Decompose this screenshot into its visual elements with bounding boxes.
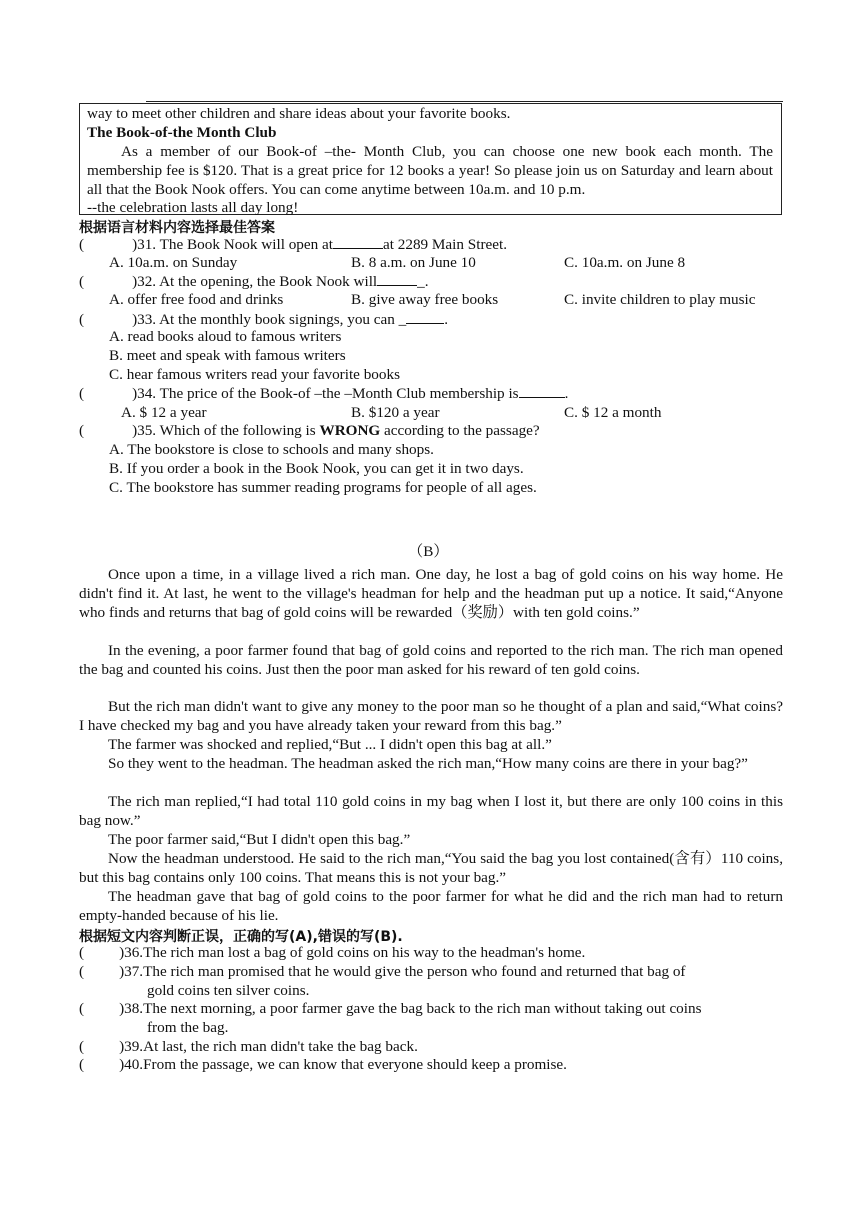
answer-paren: ( — [79, 963, 85, 980]
question-33 — [79, 310, 448, 329]
question-text-end: at 2289 Main Street. — [383, 236, 508, 253]
answer-paren: ( — [79, 385, 85, 402]
story-paragraph-9: The headman gave that bag of gold coins to the poor farmer for what he did and the rich man had to return empty-handed because of his lie. — [79, 888, 783, 924]
section-a-instruction: 根据语言材料内容选择最佳答案 — [79, 220, 275, 236]
question-text: )34. The price of the Book-of –the –Month Club membership is — [132, 385, 519, 402]
story-paragraph-1: Once upon a time, in a village lived a rich man. One day, he lost a bag of gold coins on his way home. He didn't find it. At last, he went to the village's headman for help and the headman put up a notice. It said,“Anyone who finds and returns that bag of gold coins will be rewarded（奖励）with ten gold coins.” — [79, 566, 783, 621]
story-paragraph-7: The poor farmer said,“But I didn't open this bag.” — [108, 831, 411, 848]
club-title: The Book-of-the Month Club — [87, 124, 277, 141]
passage-a-line: way to meet other children and share ideas about your favorite books. — [87, 105, 511, 122]
question-31 — [79, 235, 507, 254]
answer-paren: ( — [79, 1000, 85, 1017]
question-36 — [79, 944, 585, 962]
option-b: B. give away free books — [351, 291, 499, 308]
question-text-end: according to the passage? — [380, 422, 540, 439]
option-c: C. hear famous writers read your favorite books — [109, 366, 401, 383]
story-paragraph-2: In the evening, a poor farmer found that bag of gold coins and reported to the rich man. The rich man opened the bag and counted his coins. Just then the poor man asked for his reward of ten gold coins. — [79, 642, 783, 678]
passage-a-last-line: --the celebration lasts all day long! — [87, 199, 299, 216]
question-37-continuation: gold coins ten silver coins. — [147, 982, 310, 999]
story-paragraph-4: The farmer was shocked and replied,“But ... I didn't open this bag at all.” — [108, 736, 552, 753]
question-38-continuation: from the bag. — [147, 1019, 229, 1036]
question-text: )37.The rich man promised that he would give the person who found and returned that bag of — [119, 963, 686, 980]
top-rule — [146, 101, 783, 102]
question-37 — [79, 963, 686, 981]
question-38 — [79, 1000, 702, 1018]
answer-blank[interactable] — [406, 310, 444, 324]
question-text-end: . — [444, 311, 449, 328]
question-35 — [79, 422, 540, 440]
option-c: C. invite children to play music — [564, 291, 756, 308]
question-34 — [79, 384, 568, 403]
answer-paren: ( — [79, 944, 85, 961]
section-b-heading: （B） — [408, 543, 449, 560]
option-a: A. offer free food and drinks — [109, 291, 284, 308]
question-text-end: . — [564, 385, 569, 402]
question-text: )35. Which of the following is — [132, 422, 320, 439]
option-a: A. The bookstore is close to schools and many shops. — [109, 441, 434, 458]
answer-paren: ( — [79, 236, 85, 253]
question-text: )39.At last, the rich man didn't take the bag back. — [119, 1038, 418, 1055]
question-text: )36.The rich man lost a bag of gold coins on his way to the headman's home. — [119, 944, 586, 961]
option-b: B. meet and speak with famous writers — [109, 347, 346, 364]
question-32 — [79, 272, 429, 291]
answer-paren: ( — [79, 422, 85, 439]
option-b: B. If you order a book in the Book Nook, you can get it in two days. — [109, 460, 524, 477]
story-paragraph-5: So they went to the headman. The headman asked the rich man,“How many coins are there in your bag?” — [108, 755, 748, 772]
answer-blank[interactable] — [333, 235, 383, 249]
question-text: )38.The next morning, a poor farmer gave the bag back to the rich man without taking out coins — [119, 1000, 702, 1017]
option-c: C. $ 12 a month — [564, 404, 662, 421]
answer-blank[interactable] — [377, 272, 417, 286]
story-paragraph-8: Now the headman understood. He said to the rich man,“You said the bag you lost contained(含有）110 coins, but this bag contains only 100 coins. That means this is not your bag.” — [79, 850, 783, 886]
section-b-instruction: 根据短文内容判断正误，正确的写(A),错误的写(B). — [79, 929, 403, 945]
option-b: B. $120 a year — [351, 404, 440, 421]
option-a: A. 10a.m. on Sunday — [109, 254, 238, 271]
option-c: C. 10a.m. on June 8 — [564, 254, 686, 271]
story-paragraph-6: The rich man replied,“I had total 110 gold coins in my bag when I lost it, but there are only 100 coins in this bag now.” — [79, 793, 783, 829]
question-40 — [79, 1056, 567, 1074]
club-paragraph: As a member of our Book-of –the- Month Club, you can choose one new book each month. The membership fee is $120. That is a great price for 12 books a year! So please join us on Saturday and learn about all that the Book Nook offers. You can come anytime between 10a.m. and 10 p.m. — [87, 143, 773, 198]
answer-paren: ( — [79, 1038, 85, 1055]
answer-paren: ( — [79, 273, 85, 290]
answer-paren: ( — [79, 311, 85, 328]
question-text: )33. At the monthly book signings, you can _ — [132, 311, 407, 328]
question-text: )32. At the opening, the Book Nook will — [132, 273, 378, 290]
emphasis-wrong: WRONG — [319, 422, 381, 439]
option-b: B. 8 a.m. on June 10 — [351, 254, 476, 271]
option-a: A. $ 12 a year — [121, 404, 207, 421]
answer-blank[interactable] — [519, 384, 565, 398]
question-39 — [79, 1038, 418, 1056]
answer-paren: ( — [79, 1056, 85, 1073]
story-paragraph-3: But the rich man didn't want to give any money to the poor man so he thought of a plan and said,“What coins? I have checked my bag and you have already taken your reward from this bag.” — [79, 698, 783, 734]
question-text-end: _. — [417, 273, 429, 290]
question-text: )40.From the passage, we can know that everyone should keep a promise. — [119, 1056, 567, 1073]
option-a: A. read books aloud to famous writers — [109, 328, 342, 345]
question-text: )31. The Book Nook will open at — [132, 236, 333, 253]
option-c: C. The bookstore has summer reading programs for people of all ages. — [109, 479, 537, 496]
